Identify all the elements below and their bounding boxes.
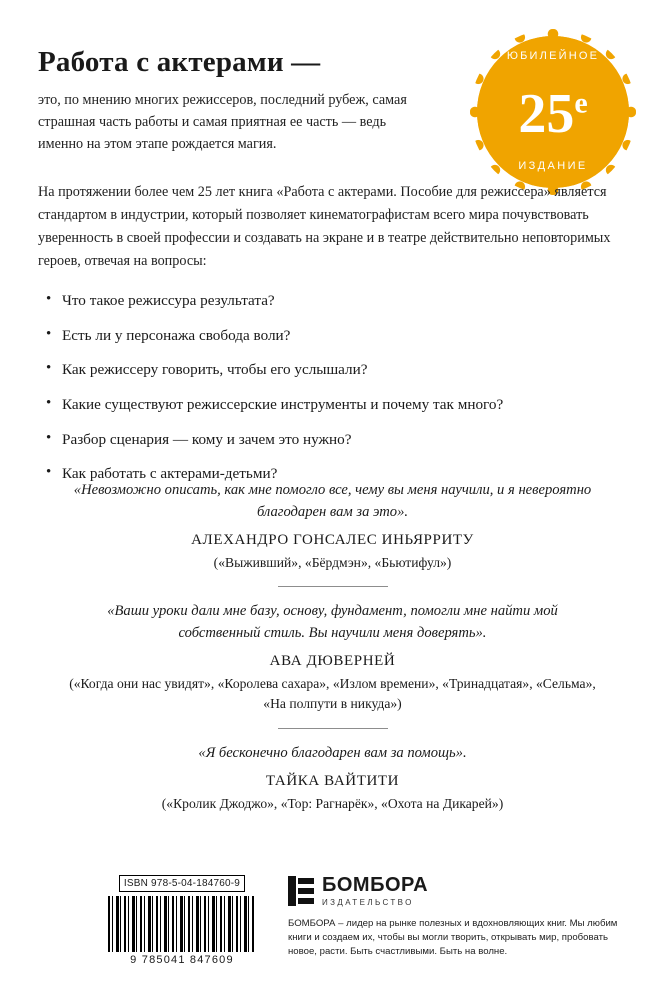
cover-footer xyxy=(0,873,665,983)
divider xyxy=(278,586,388,587)
isbn-block xyxy=(108,873,256,966)
testimonial-works: («Когда они нас увидят», «Королева сахара», «Излом времени», «Тринадцатая», «Сельма», «На полпути в никуда») xyxy=(69,676,596,711)
publisher-description: БОМБОРА – лидер на рынке полезных и вдохновляющих книг. Мы любим книги и создаем их, чтобы вы могли творить, открывать мир, пробовать новое, расти. Быть счастливыми. Быть на волне. xyxy=(288,918,618,957)
seal-number-suffix: е xyxy=(574,86,588,120)
publisher-logo-row xyxy=(288,875,641,907)
publisher-logo-icon xyxy=(288,876,314,906)
list-item: • Какие существуют режиссерские инструменты и почему так много? xyxy=(44,393,627,417)
testimonial-quote: «Невозможно описать, как мне помогло все, чему вы меня научили, и я невероятно благодарен вам за это». xyxy=(73,482,592,520)
seal-top-label: ЮБИЛЕЙНОЕ xyxy=(506,50,600,62)
list-item: • Как работать с актерами-детьми? xyxy=(44,462,627,486)
publisher-block xyxy=(288,875,641,959)
divider xyxy=(278,728,388,729)
testimonials-section xyxy=(38,480,627,817)
seal-number-value: 25 xyxy=(518,83,575,145)
seal-bottom-label: ИЗДАНИЕ xyxy=(518,160,588,172)
testimonial-author: ТАЙКА ВАЙТИТИ xyxy=(265,772,400,789)
list-item: • Есть ли у персонажа свобода воли? xyxy=(44,324,627,348)
testimonial-works: («Выживший», «Бёрдмэн», «Бьютифул») xyxy=(213,554,452,570)
isbn-text: ISBN 978-5-04-184760-9 xyxy=(119,875,245,892)
testimonial xyxy=(38,743,627,814)
testimonial-quote: «Ваши уроки дали мне базу, основу, фундамент, помогли мне найти мой собственный стиль. Вы научили меня доверять». xyxy=(107,603,558,642)
list-item: • Разбор сценария — кому и зачем это нужно? xyxy=(44,428,627,452)
list-item: • Что такое режиссура результата? xyxy=(44,289,627,313)
publisher-name: БОМБОРА xyxy=(322,874,429,896)
testimonial xyxy=(38,601,627,713)
testimonial-quote: «Я бесконечно благодарен вам за помощь». xyxy=(198,744,467,761)
cover-copy xyxy=(38,46,627,497)
list-item: • Как режиссеру говорить, чтобы его услышали? xyxy=(44,358,627,382)
testimonial-author: АВА ДЮВЕРНЕЙ xyxy=(269,653,396,670)
lede-paragraph: это, по мнению многих режиссеров, последний рубеж, самая страшная часть работы и самая приятная ее часть — ведь именно на этом этапе рождается магия. xyxy=(38,92,407,153)
testimonial xyxy=(38,480,627,572)
barcode-image xyxy=(108,896,254,952)
page-title: Работа с актерами — xyxy=(38,46,321,78)
testimonial-works: («Кролик Джоджо», «Тор: Рагнарёк», «Охота на Дикарей») xyxy=(161,795,504,811)
questions-list xyxy=(44,289,627,485)
barcode-digits: 9 785041 847609 xyxy=(130,954,234,966)
publisher-subtitle: ИЗДАТЕЛЬСТВО xyxy=(322,898,414,907)
testimonial-author: АЛЕХАНДРО ГОНСАЛЕС ИНЬЯРРИТУ xyxy=(191,531,474,548)
intro-paragraph: На протяжении более чем 25 лет книга «Работа с актерами. Пособие для режиссера» является стандартом в индустрии, который позволяет кинематографистам всего мира почувствовать уверенность в своей профессии и создавать на экране и в театре действительно неповторимых героев, отвечая на вопросы: xyxy=(38,184,611,270)
